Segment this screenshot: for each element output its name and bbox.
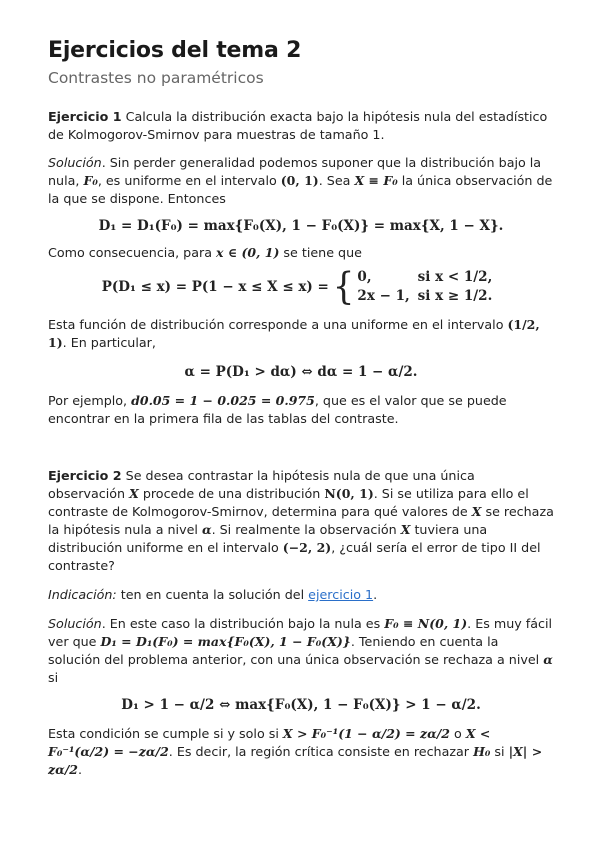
exercise-2-conclusion: Esta condición se cumple si y solo si X > F₀⁻¹(1 − α/2) = zα/2 o X < F₀⁻¹(α/2) = −zα/2. Es decir, la región crítica consiste en rechazar H₀ si |X| > zα/2.: [48, 726, 543, 777]
exercise-1-statement: Ejercicio 1 Calcula la distribución exacta bajo la hipótesis nula del estadístico de Kolmogorov-Smirnov para muestras de tamaño 1.: [48, 109, 548, 142]
solution-label: Solución: [48, 155, 102, 170]
page-title: Ejercicios del tema 2: [48, 38, 302, 63]
exercise-1-consequence: Como consecuencia, para x ∈ (0, 1) se tiene que: [48, 245, 362, 260]
equation-1: D₁ = D₁(F₀) = max{F₀(X), 1 − F₀(X)} = max{X, 1 − X}.: [98, 218, 504, 234]
exercise-1-distribution-note: Esta función de distribución corresponde a una uniforme en el intervalo (1/2, 1). En particular,: [48, 317, 540, 350]
equation-4: D₁ > 1 − α/2 ⇔ max{F₀(X), 1 − F₀(X)} > 1 − α/2.: [121, 697, 481, 713]
exercise-2-solution: Solución. En este caso la distribución bajo la nula es F₀ ≡ N(0, 1). Es muy fácil ver que D₁ = D₁(F₀) = max{F₀(X), 1 − F₀(X)}. Teniendo en cuenta la solución del problema anterior, con una única observación se rechaza a nivel α si: [48, 616, 553, 685]
exercise-1-link[interactable]: ejercicio 1: [308, 587, 374, 602]
exercise-2-label: Ejercicio 2: [48, 468, 122, 483]
exercise-1-solution-intro: Solución. Sin perder generalidad podemos suponer que la distribución bajo la nula, F₀, es uniforme en el intervalo (0, 1). Sea X ≡ F₀ la única observación de la que se dispone. Entonces: [48, 155, 553, 206]
hint-label: Indicación:: [48, 587, 117, 602]
equation-3: α = P(D₁ > dα) ⇔ dα = 1 − α/2.: [184, 364, 418, 380]
exercise-2-statement: Ejercicio 2 Se desea contrastar la hipótesis nula de que una única observación X procede de una distribución N(0, 1). Si se utiliza para ello el contraste de Kolmogorov-Smirnov, determina para qué valores de X se rechaza la hipótesis nula a nivel α. Si realmente la observación X tuviera una distribución uniforme en el intervalo (−2, 2), ¿cuál sería el error de tipo II del contraste?: [48, 468, 554, 573]
exercise-1-label: Ejercicio 1: [48, 109, 122, 124]
page-subtitle: Contrastes no paramétricos: [48, 69, 264, 87]
equation-2: P(D₁ ≤ x) = P(1 − x ≤ X ≤ x) = { 0, si x < 1/2, 2x − 1, si x ≥ 1/2.: [48, 268, 554, 306]
exercise-1-example: Por ejemplo, d0.05 = 1 − 0.025 = 0.975, que es el valor que se puede encontrar en la primera fila de las tablas del contraste.: [48, 393, 507, 426]
document-page: [48, 38, 554, 779]
piecewise-cases: { 0, si x < 1/2, 2x − 1, si x ≥ 1/2.: [332, 265, 493, 309]
solution-label: Solución: [48, 616, 102, 631]
exercise-2-hint: Indicación: ten en cuenta la solución del ejercicio 1.: [48, 587, 378, 602]
